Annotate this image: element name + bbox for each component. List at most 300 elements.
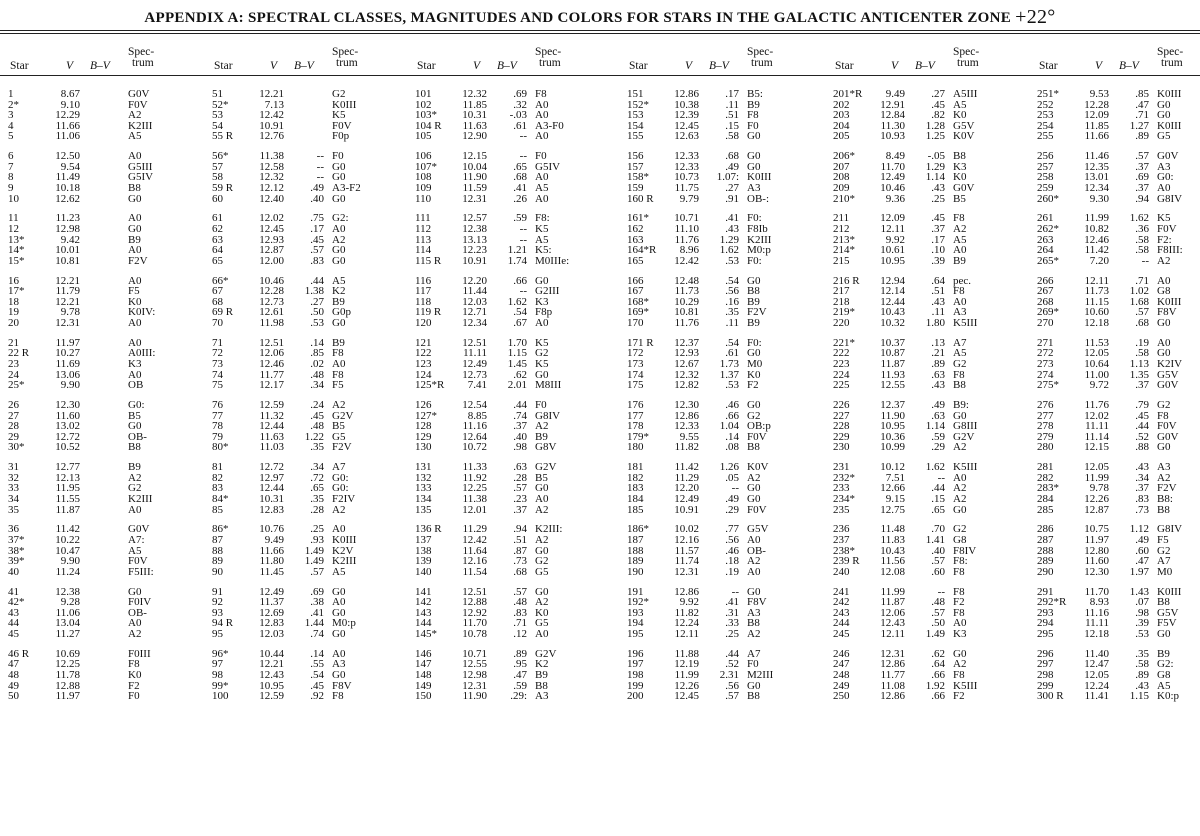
b-v-color: .79	[1135, 399, 1149, 411]
b-v-color: .95	[513, 658, 527, 671]
star-id: 188	[627, 544, 644, 557]
spectral-class: A0	[535, 493, 549, 505]
star-id: 106	[415, 150, 432, 163]
spectral-class: A3	[1157, 461, 1171, 474]
v-mag: 11.06	[55, 130, 80, 143]
header-star: Star	[629, 60, 648, 72]
v-mag: 8.85	[467, 409, 487, 422]
star-id: 298	[1037, 669, 1054, 681]
spectral-class: A7	[747, 647, 761, 660]
b-v-color: .72	[310, 471, 324, 484]
spectral-class: G0	[535, 544, 549, 557]
v-mag: 12.18	[1084, 317, 1109, 329]
spectral-class: K0	[953, 171, 967, 184]
v-mag: 12.82	[674, 379, 699, 392]
v-mag: 12.71	[462, 306, 487, 319]
v-mag: 12.33	[674, 160, 699, 173]
spectral-class: G0	[332, 606, 346, 619]
v-mag: 12.47	[1084, 658, 1109, 671]
b-v-color: .11	[725, 98, 739, 111]
b-v-color: 1.62	[1129, 212, 1149, 225]
spectral-class: G2	[128, 482, 142, 495]
spectral-class: G2V	[535, 647, 557, 660]
star-id: 170	[627, 317, 644, 329]
v-mag: 12.21	[55, 295, 80, 308]
spectral-class: F5	[1157, 534, 1169, 546]
star-id: 26	[8, 399, 19, 411]
spectral-class: F0	[747, 658, 759, 671]
b-v-color: .32	[513, 98, 527, 111]
v-mag: 12.05	[1084, 347, 1109, 360]
v-mag: 12.90	[462, 130, 487, 143]
spectral-class: A5	[128, 544, 142, 557]
b-v-color: .51	[725, 109, 739, 122]
spectral-class: G5	[535, 617, 549, 630]
star-id: 101	[415, 88, 432, 100]
star-id: 34	[8, 493, 19, 505]
star-id: 246	[833, 647, 850, 660]
star-id: 189	[627, 555, 644, 568]
b-v-color: .62	[513, 368, 527, 381]
b-v-color: 1.38	[304, 285, 324, 298]
star-id: 2*	[8, 98, 19, 111]
v-mag: 11.16	[462, 420, 487, 433]
header-v: V	[891, 60, 899, 72]
spectral-class: A0	[128, 336, 142, 349]
spectral-class: A5	[332, 274, 346, 287]
spectral-class: A3	[332, 658, 346, 671]
zone-label: +22°	[1015, 6, 1056, 28]
star-id: 145*	[415, 628, 437, 640]
v-mag: 10.93	[880, 130, 905, 143]
spectral-class: A7	[953, 336, 967, 349]
v-mag: 12.44	[880, 295, 905, 308]
spectral-class: G5III	[128, 160, 153, 173]
v-mag: 12.98	[55, 223, 80, 235]
star-id: 75	[212, 379, 223, 392]
star-id: 43	[8, 606, 19, 619]
header-bv: B–V	[915, 60, 935, 72]
spectral-class: G0	[128, 223, 142, 235]
v-mag: 12.93	[674, 347, 699, 360]
star-id: 142	[415, 596, 432, 609]
b-v-color: .33	[725, 617, 739, 630]
b-v-color: .25	[725, 628, 739, 640]
star-id: 120	[415, 317, 432, 329]
v-mag: 12.09	[1084, 109, 1109, 122]
b-v-color: .15	[931, 493, 945, 505]
star-id: 85	[212, 503, 223, 516]
star-id: 203	[833, 109, 850, 122]
b-v-color: .66	[725, 409, 739, 422]
star-id: 215	[833, 254, 850, 267]
v-mag: 12.44	[259, 420, 284, 433]
spectral-class: A0	[535, 628, 549, 640]
star-id: 129	[415, 430, 432, 443]
v-mag: 12.09	[880, 212, 905, 225]
b-v-color: .48	[931, 596, 945, 609]
spectral-class: A2	[332, 233, 346, 246]
b-v-color: .41	[513, 182, 527, 194]
v-mag: 12.38	[55, 585, 80, 598]
star-id: 12	[8, 223, 19, 235]
b-v-color: 1.49	[304, 544, 324, 557]
v-mag: 12.73	[462, 368, 487, 381]
spectral-class: A0	[953, 617, 967, 630]
v-mag: 11.45	[259, 565, 284, 578]
spectral-class: A7	[1157, 555, 1171, 568]
spectral-class: B8	[128, 182, 141, 194]
star-id: 56*	[212, 150, 229, 163]
spectral-class: B9	[332, 295, 345, 308]
spectral-class: F8	[953, 565, 965, 578]
v-mag: 9.90	[60, 379, 80, 392]
spectral-class: G0	[128, 420, 142, 433]
v-mag: 9.28	[60, 596, 80, 609]
v-mag: 12.39	[674, 109, 699, 122]
spectral-class: A2	[953, 441, 967, 454]
star-id: 38*	[8, 544, 25, 557]
spectral-class: B8	[535, 679, 548, 692]
b-v-color: .91	[725, 192, 739, 205]
v-mag: 10.87	[880, 347, 905, 360]
b-v-color: 1.28	[925, 119, 945, 132]
star-id: 262*	[1037, 223, 1059, 235]
b-v-color: .53	[725, 379, 739, 392]
spectral-class: K0III	[1157, 585, 1182, 598]
v-mag: 8.96	[679, 244, 699, 257]
star-id: 117	[415, 285, 432, 298]
spectral-class: F8	[953, 585, 965, 598]
b-v-color: .59	[931, 430, 945, 443]
spectral-class: G0	[953, 647, 967, 660]
spectral-class: pec.	[953, 274, 972, 287]
spectral-class: G0	[332, 254, 346, 267]
star-id: 162	[627, 223, 644, 235]
b-v-color: .16	[725, 295, 739, 308]
b-v-color: --	[519, 150, 527, 163]
spectral-class: B8	[747, 690, 760, 703]
v-mag: 10.27	[55, 347, 80, 360]
star-id: 252	[1037, 98, 1054, 111]
spectral-class: K0III	[332, 98, 357, 111]
star-id: 104 R	[415, 119, 442, 132]
header-spectrum-2: trum	[1161, 57, 1183, 69]
spectral-class: K5	[535, 358, 549, 370]
star-id: 133	[415, 482, 432, 495]
v-mag: 11.74	[674, 555, 699, 568]
star-id: 19	[8, 306, 19, 319]
spectral-class: B9	[953, 254, 966, 267]
spectral-class: G0V	[1157, 430, 1179, 443]
b-v-color: .40	[310, 192, 324, 205]
b-v-color: .28	[513, 471, 527, 484]
star-id: 222	[833, 347, 850, 360]
star-id: 113	[415, 233, 432, 246]
star-id: 278	[1037, 420, 1054, 433]
star-id: 10	[8, 192, 19, 205]
spectral-class: A2	[128, 628, 142, 640]
column-group	[8, 40, 178, 830]
spectral-class: G0	[1157, 109, 1171, 122]
v-mag: 11.54	[462, 565, 487, 578]
title-text: APPENDIX A: SPECTRAL CLASSES, MAGNITUDES AND COLORS FOR STARS IN THE GALACTIC ANTICENTER ZONE	[144, 10, 1012, 26]
v-mag: 11.73	[674, 285, 699, 298]
star-id: 46 R	[8, 647, 30, 660]
b-v-color: .18	[725, 555, 739, 568]
star-id: 83	[212, 482, 223, 495]
b-v-color: .89	[1135, 130, 1149, 143]
spectral-class: F0III	[128, 647, 151, 660]
v-mag: 12.63	[674, 130, 699, 143]
v-mag: 12.64	[462, 430, 487, 443]
v-mag: 12.72	[259, 461, 284, 474]
star-id: 52*	[212, 98, 229, 111]
star-id: 237	[833, 534, 850, 546]
spectral-class: G0	[1157, 98, 1171, 111]
star-id: 207	[833, 160, 850, 173]
star-id: 217	[833, 285, 850, 298]
star-id: 58	[212, 171, 223, 184]
v-mag: 12.86	[674, 409, 699, 422]
star-id: 289	[1037, 555, 1054, 568]
v-mag: 10.75	[1084, 523, 1109, 536]
spectral-class: K2	[332, 285, 346, 298]
star-id: 283*	[1037, 482, 1059, 495]
b-v-color: .63	[931, 368, 945, 381]
v-mag: 11.83	[880, 534, 905, 546]
b-v-color: 1.29	[925, 160, 945, 173]
spectral-class: G0	[535, 482, 549, 495]
v-mag: 12.59	[259, 399, 284, 411]
v-mag: 10.95	[880, 420, 905, 433]
header-v: V	[1095, 60, 1103, 72]
b-v-color: .37	[931, 223, 945, 235]
spectral-class: G8IV	[1157, 523, 1183, 536]
spectral-class: G0	[747, 274, 761, 287]
v-mag: 12.58	[259, 160, 284, 173]
star-id: 88	[212, 544, 223, 557]
spectral-class: G5IV	[128, 171, 154, 184]
star-id: 240	[833, 565, 850, 578]
b-v-color: --	[316, 171, 324, 184]
spectral-class: M0:p	[332, 617, 356, 630]
spectral-class: A0	[332, 647, 346, 660]
star-id: 144	[415, 617, 432, 630]
spectral-class: A2	[128, 471, 142, 484]
star-id: 123	[415, 358, 432, 370]
v-mag: 12.83	[259, 503, 284, 516]
star-id: 234*	[833, 493, 855, 505]
b-v-color: 1.70	[507, 336, 527, 349]
v-mag: 11.73	[1084, 285, 1109, 298]
v-mag: 11.66	[1084, 130, 1109, 143]
spectral-class: B9	[535, 430, 548, 443]
spectral-class: F2:	[1157, 233, 1172, 246]
spectral-class: A5	[332, 565, 346, 578]
b-v-color: .43	[1135, 679, 1149, 692]
v-mag: 11.14	[1084, 430, 1109, 443]
star-id: 263	[1037, 233, 1054, 246]
b-v-color: .52	[725, 658, 739, 671]
spectral-class: G0	[1157, 317, 1171, 329]
spectral-class: G0	[747, 399, 761, 411]
spectral-class: K3	[953, 160, 967, 173]
b-v-color: .34	[310, 461, 324, 474]
star-id: 186*	[627, 523, 649, 536]
spectral-class: K3	[953, 628, 967, 640]
b-v-color: .83	[310, 254, 324, 267]
b-v-color: .45	[310, 409, 324, 422]
header-v: V	[685, 60, 693, 72]
b-v-color: .29	[725, 503, 739, 516]
spectral-class: K5III	[953, 317, 978, 329]
star-id: 247	[833, 658, 850, 671]
v-mag: 11.99	[674, 669, 699, 681]
v-mag: 11.44	[462, 285, 487, 298]
v-mag: 12.51	[259, 336, 284, 349]
star-id: 260*	[1037, 192, 1059, 205]
spectral-class: A0	[535, 109, 549, 122]
spectral-class: G0:	[1157, 171, 1174, 184]
b-v-color: .45	[931, 98, 945, 111]
b-v-color: --	[731, 585, 739, 598]
v-mag: 11.32	[259, 409, 284, 422]
star-id: 70	[212, 317, 223, 329]
star-id: 190	[627, 565, 644, 578]
spectral-class: A0III:	[128, 347, 156, 360]
b-v-color: .35	[310, 493, 324, 505]
star-id: 187	[627, 534, 644, 546]
b-v-color: .64	[931, 658, 945, 671]
star-id: 241	[833, 585, 850, 598]
v-mag: 11.75	[674, 182, 699, 194]
spectral-class: B8	[1157, 503, 1170, 516]
v-mag: 8.93	[1089, 596, 1109, 609]
star-id: 176	[627, 399, 644, 411]
star-id: 197	[627, 658, 644, 671]
spectral-class: K0III	[332, 534, 357, 546]
v-mag: 11.76	[674, 233, 699, 246]
b-v-color: .45	[310, 679, 324, 692]
b-v-color: .15	[725, 119, 739, 132]
b-v-color: .57	[1135, 306, 1149, 319]
star-id: 15*	[8, 254, 25, 267]
b-v-color: .87	[513, 544, 527, 557]
star-id: 18	[8, 295, 19, 308]
v-mag: 11.85	[462, 98, 487, 111]
v-mag: 12.16	[674, 534, 699, 546]
header-spectrum-1: Spec-	[332, 46, 359, 58]
v-mag: 12.37	[880, 399, 905, 411]
b-v-color: .56	[725, 679, 739, 692]
b-v-color: .71	[1135, 274, 1149, 287]
spectral-class: G0	[747, 493, 761, 505]
star-id: 97	[212, 658, 223, 671]
star-id: 295	[1037, 628, 1054, 640]
b-v-color: .54	[310, 669, 324, 681]
spectral-class: G5V	[1157, 368, 1179, 381]
spectral-class: B5	[535, 471, 548, 484]
b-v-color: --	[937, 471, 945, 484]
spectral-class: G0	[953, 503, 967, 516]
spectral-class: G0	[332, 244, 346, 257]
spectral-class: A2	[332, 503, 346, 516]
v-mag: 12.11	[1084, 274, 1109, 287]
star-id: 73	[212, 358, 223, 370]
star-id: 161*	[627, 212, 649, 225]
b-v-color: .89	[931, 358, 945, 370]
spectral-class: A2	[535, 534, 549, 546]
b-v-color: .25	[310, 523, 324, 536]
v-mag: 11.10	[674, 223, 699, 235]
star-id: 8	[8, 171, 14, 184]
spectral-class: F0p	[332, 130, 350, 143]
header-spectrum-2: trum	[957, 57, 979, 69]
b-v-color: .65	[931, 503, 945, 516]
star-id: 78	[212, 420, 223, 433]
spectral-class: G0	[535, 585, 549, 598]
spectral-class: M8III	[535, 379, 562, 392]
v-mag: 11.66	[259, 544, 284, 557]
star-id: 235	[833, 503, 850, 516]
star-id: 17*	[8, 285, 25, 298]
v-mag: 11.76	[1084, 399, 1109, 411]
star-id: 82	[212, 471, 223, 484]
header-star: Star	[10, 60, 29, 72]
spectral-class: K2IV	[1157, 358, 1183, 370]
spectral-class: K0III	[1157, 295, 1182, 308]
star-id: 185	[627, 503, 644, 516]
v-mag: 11.41	[1084, 690, 1109, 703]
spectral-class: B8	[1157, 596, 1170, 609]
v-mag: 10.91	[462, 254, 487, 267]
v-mag: 10.95	[880, 254, 905, 267]
star-id: 32	[8, 471, 19, 484]
spectral-class: A3	[1157, 160, 1171, 173]
spectral-class: G0:	[332, 471, 349, 484]
b-v-color: 1.14	[925, 420, 945, 433]
spectral-class: A2	[332, 399, 346, 411]
v-mag: 12.86	[880, 658, 905, 671]
v-mag: 12.31	[462, 679, 487, 692]
v-mag: 12.49	[674, 493, 699, 505]
spectral-class: A0	[1157, 274, 1171, 287]
v-mag: 11.33	[462, 461, 487, 474]
spectral-class: G0	[747, 150, 761, 163]
spectral-class: A3	[535, 690, 549, 703]
v-mag: 11.90	[880, 409, 905, 422]
v-mag: 12.11	[880, 223, 905, 235]
v-mag: 11.53	[1084, 336, 1109, 349]
b-v-color: .19	[725, 565, 739, 578]
spectral-class: G8V	[535, 441, 557, 454]
top-rule-2	[0, 33, 1200, 34]
star-id: 65	[212, 254, 223, 267]
v-mag: 12.32	[462, 88, 487, 100]
star-id: 57	[212, 160, 223, 173]
b-v-color: 1.12	[1129, 523, 1149, 536]
spectral-class: G2	[1157, 399, 1171, 411]
star-id: 3	[8, 109, 14, 122]
spectral-class: K3	[535, 295, 549, 308]
spectral-class: K0	[747, 368, 761, 381]
star-id: 132	[415, 471, 432, 484]
v-mag: 11.77	[259, 368, 284, 381]
v-mag: 11.40	[1084, 647, 1109, 660]
v-mag: 10.32	[880, 317, 905, 329]
spectral-class: G0	[1157, 441, 1171, 454]
